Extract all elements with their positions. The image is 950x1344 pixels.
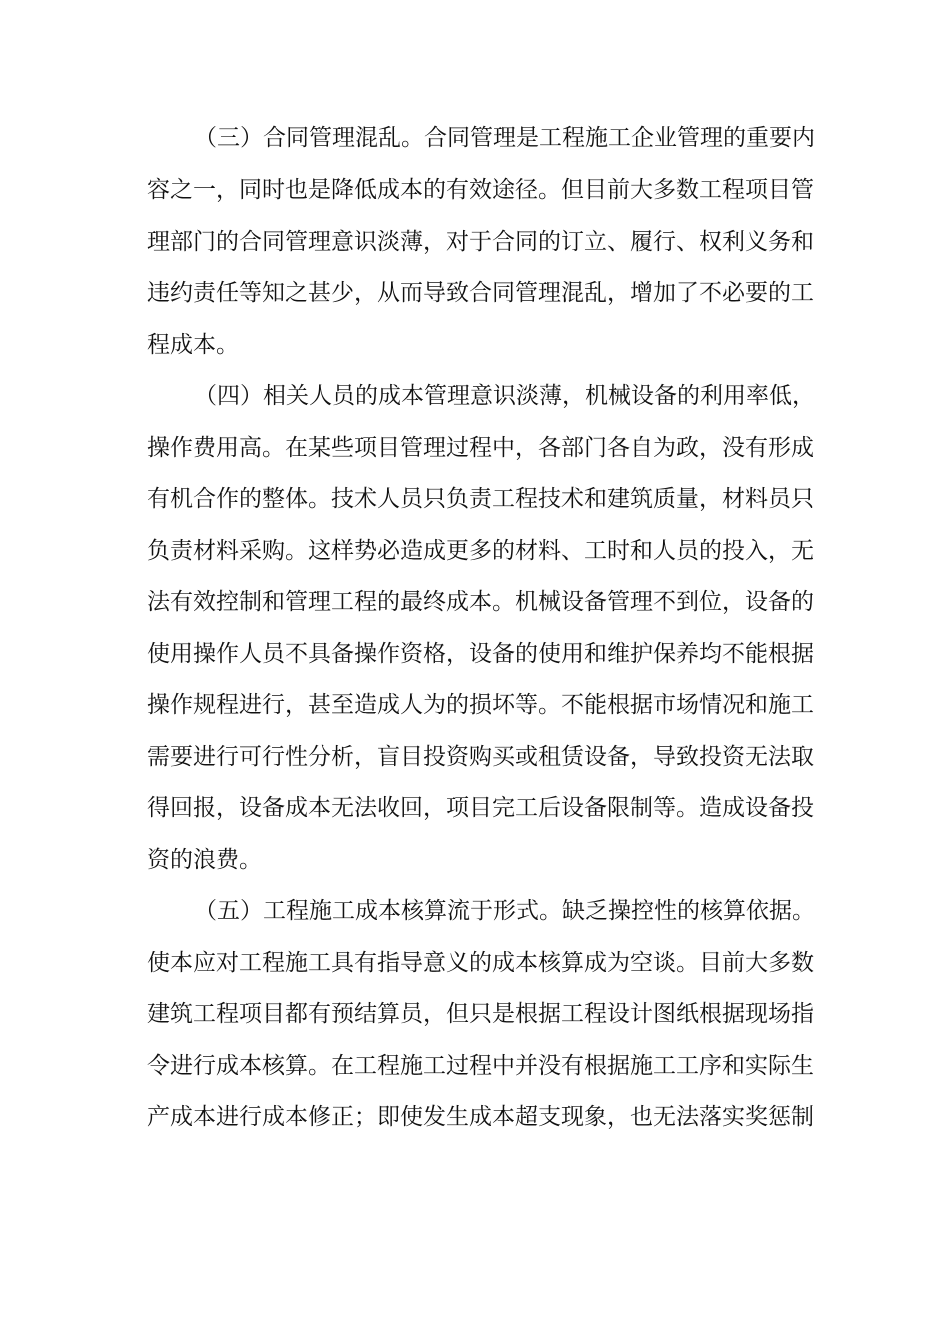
paragraph-line: 产成本进行成本修正；即使发生成本超支现象，也无法落实奖惩制: [147, 1104, 814, 1130]
paragraph-line: 法有效控制和管理工程的最终成本。机械设备管理不到位，设备的: [147, 589, 814, 615]
paragraph-line: 需要进行可行性分析，盲目投资购买或租赁设备，导致投资无法取: [147, 744, 814, 770]
paragraph-line: （三）合同管理混乱。合同管理是工程施工企业管理的重要内: [194, 125, 815, 151]
paragraph-line: 使用操作人员不具备操作资格，设备的使用和维护保养均不能根据: [147, 641, 814, 667]
paragraph-line: 令进行成本核算。在工程施工过程中并没有根据施工工序和实际生: [147, 1053, 814, 1079]
paragraph-line: 资的浪费。: [147, 847, 262, 873]
paragraph-line: 负责材料采购。这样势必造成更多的材料、工时和人员的投入，无: [147, 538, 814, 564]
paragraph-line: （四）相关人员的成本管理意识淡薄，机械设备的利用率低，: [194, 383, 815, 409]
paragraph-line: 建筑工程项目都有预结算员，但只是根据工程设计图纸根据现场指: [147, 1001, 814, 1027]
paragraph-line: 程成本。: [147, 332, 239, 358]
paragraph-line: （五）工程施工成本核算流于形式。缺乏操控性的核算依据。: [194, 898, 815, 924]
paragraph-line: 操作费用高。在某些项目管理过程中，各部门各自为政，没有形成: [147, 435, 814, 461]
paragraph-line: 理部门的合同管理意识淡薄，对于合同的订立、履行、权利义务和: [147, 229, 814, 255]
paragraph-line: 得回报，设备成本无法收回，项目完工后设备限制等。造成设备投: [147, 795, 814, 821]
paragraph-line: 有机合作的整体。技术人员只负责工程技术和建筑质量，材料员只: [147, 486, 814, 512]
paragraph-line: 违约责任等知之甚少，从而导致合同管理混乱，增加了不必要的工: [147, 280, 814, 306]
paragraph-line: 操作规程进行，甚至造成人为的损坏等。不能根据市场情况和施工: [147, 692, 814, 718]
paragraph-line: 容之一，同时也是降低成本的有效途径。但目前大多数工程项目管: [147, 177, 814, 203]
paragraph-line: 使本应对工程施工具有指导意义的成本核算成为空谈。目前大多数: [147, 950, 814, 976]
